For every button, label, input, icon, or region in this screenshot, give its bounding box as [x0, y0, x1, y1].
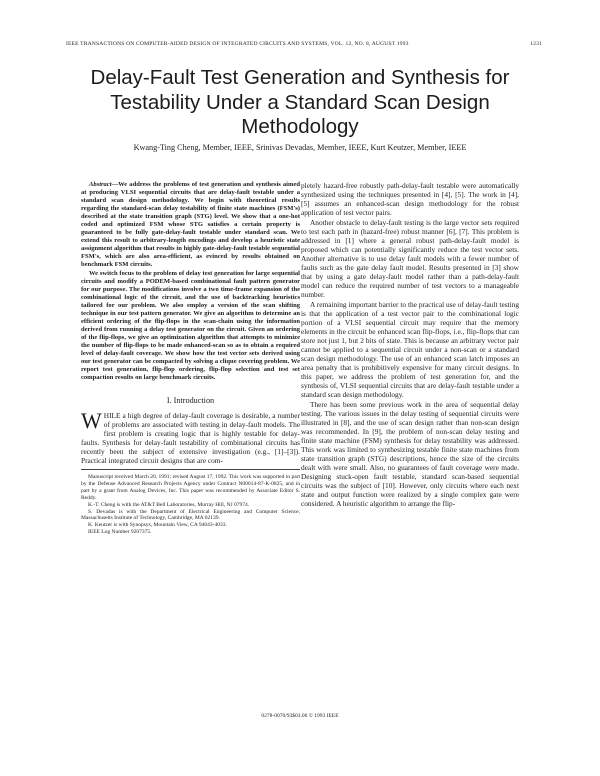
left-column: [81, 181, 300, 536]
footnote: Manuscript received March 20, 1991; revised August 17, 1992. This work was supported in part by the Defense Advanced Research Projects Agency under Contract N00014-87-K-0825, and in part by a grant from Analog Devices, Inc. This paper was recommended by Associate Editor S. Reddy.: [81, 474, 300, 501]
body-paragraph: There has been some previous work in the area of sequential delay testing. The various issues in the delay testing of sequential circuits were illustrated in [8], and the use of scan design rather than non-scan design was recommended. In [9], the problem of non-scan delay testing and finite state machine (FSM) synthesis for delay testability was addressed. This work was limited to synthesizing testable finite state machines from state transition graph (STG) descriptions, hence the size of the circuits dealt with were small. Also, no guarantees of fault coverage were made. Designing stuck-open fault testable, standard scan-based sequential circuits was the subject of [10]. However, only circuits where each next state and output function were realized by a single complex gate were considered. A heuristic algorithm to arrange the flip-: [301, 399, 519, 509]
copyright-footer: 0278-0070/93$03.00 © 1993 IEEE: [261, 713, 339, 719]
footnotes: [81, 469, 300, 536]
intro-body: [81, 408, 300, 466]
running-header: [66, 41, 542, 47]
title-line: Methodology: [241, 115, 359, 138]
footnote: S. Devadas is with the Department of Electrical Engineering and Computer Science, Massachusetts Institute of Technology, Cambridge, MA 02139.: [81, 508, 300, 522]
page-number: 1231: [530, 41, 542, 47]
paper-title: [60, 66, 540, 140]
footnote: IEEE Log Number 9207375.: [88, 529, 152, 536]
title-line: Testability Under a Standard Scan Design: [110, 90, 490, 114]
body-paragraph: Another obstacle to delay-fault testing is the large vector sets required to test each path in (hazard-free) robust manner [6], [7]. This problem is addressed in [1] where a general robust path-delay-fault model is proposed which can potentially significantly reduce the test vector sets. Another alternative is to use delay fault models with a fewer number of faults such as the gate delay fault model. Results presented in [3] show that by using a gate delay-fault model rather than a path-delay-fault model can reduce the required number of test vectors to a manageable number.: [301, 217, 519, 300]
abstract-paragraph: We switch focus to the problem of delay test generation for large sequential circuits and modify a PODEM-based combinational fault pattern generator for our purpose. The modifications involve a two time-frame expansion of the combinational logic of the circuit, and the use of backtracking heuristics tailored for our problem. We also employ a version of the scan shifting technique in our test pattern generator. We give an algorithm to determine an efficient ordering of the flip-flops in the scan-chain using the information derived from running a delay test generator on the circuit. Given an ordering of the flip-flops, we give an optimization algorithm that attempts to minimize the number of flip-flops to be made enhanced-scan so as to obtain a required level of delay-fault coverage. We show how the test vector sets derived using our test generator can be compacted by solving a clique covering problem. We report test generation, flip-flop ordering, flip-flop selection and test set compaction results on large benchmark circuits.: [81, 270, 300, 381]
title-line: Delay-Fault Test Generation and Synthesis for: [90, 66, 510, 89]
abstract-label: Abstract: [89, 181, 112, 188]
drop-cap: W: [81, 408, 102, 433]
intro-paragraph: WHILE a high degree of delay-fault coverage is desirable, a number of problems are associated with testing in delay-fault models. The first problem is creating logic that is highly testable for delay-faults. Synthesis for delay-fault testability of combinational circuits has recently been the subject of extensive investigation (e.g., [1]–[3]). Practical integrated circuit designs that are com-: [81, 408, 300, 466]
abstract-paragraph: Abstract—We address the problems of test generation and synthesis aimed at producing VLSI sequential circuits that are delay-fault testable under a standard scan design methodology. We begin with theoretical results regarding the standard-scan delay testability of finite state machines (FSM's) described at the state transition graph (STG) level. We show that a one-hot coded and optimized FSM whose STG satisfies a certain property is guaranteed to be fully gate-delay-fault testable under standard scan. We extend this result to arbitrary-length encodings and develop a heuristic state assignment algorithm that results in highly gate-delay-fault testable sequential FSM's, which are also area-efficient, as evinced by results obtained on benchmark FSM circuits.: [81, 181, 300, 268]
section-heading: I. Introduction: [166, 396, 215, 405]
footnote: K.-T. Cheng is with the AT&T Bell Laboratories, Murray Hill, NJ 07974.: [88, 501, 250, 508]
author-list: Kwang-Ting Cheng, Member, IEEE, Srinivas Devadas, Member, IEEE, Kurt Keutzer, Member, IEEE: [133, 143, 467, 152]
running-title: IEEE TRANSACTIONS ON COMPUTER-AIDED DESIGN OF INTEGRATED CIRCUITS AND SYSTEMS, VOL. 12, NO. 8, AUGUST 1993: [66, 41, 409, 47]
body-paragraph: A remaining important barrier to the practical use of delay-fault testing is that the application of a test vector pair to the combinational logic portion of a VLSI sequential circuit may require that the memory elements in the circuit be enhanced scan flip-flops, i.e., flip-flops that can store not just 1, but 2 bits of state. This is because an arbitrary vector pair cannot be applied to a sequential circuit under a non-scan or a standard scan design methodology. The use of an enhanced scan latch imposes an area penalty that is prohibitively expensive for many circuit designs. In this paper, we address the problem of test generation for, and the synthesis of, VLSI sequential circuits that are delay-fault testable under a standard scan design methodology.: [301, 299, 519, 400]
body-paragraph: pletely hazard-free robustly path-delay-fault testable were automatically synthesized using the techniques presented in [4], [5]. The work in [4], [5] assumes an enhanced-scan design methodology for the robust application of test vector pairs.: [301, 181, 519, 218]
footnote: K. Keutzer is with Synopsys, Mountain View, CA 94043-4033.: [88, 522, 227, 529]
abstract: [81, 181, 300, 382]
right-column: [301, 181, 519, 508]
